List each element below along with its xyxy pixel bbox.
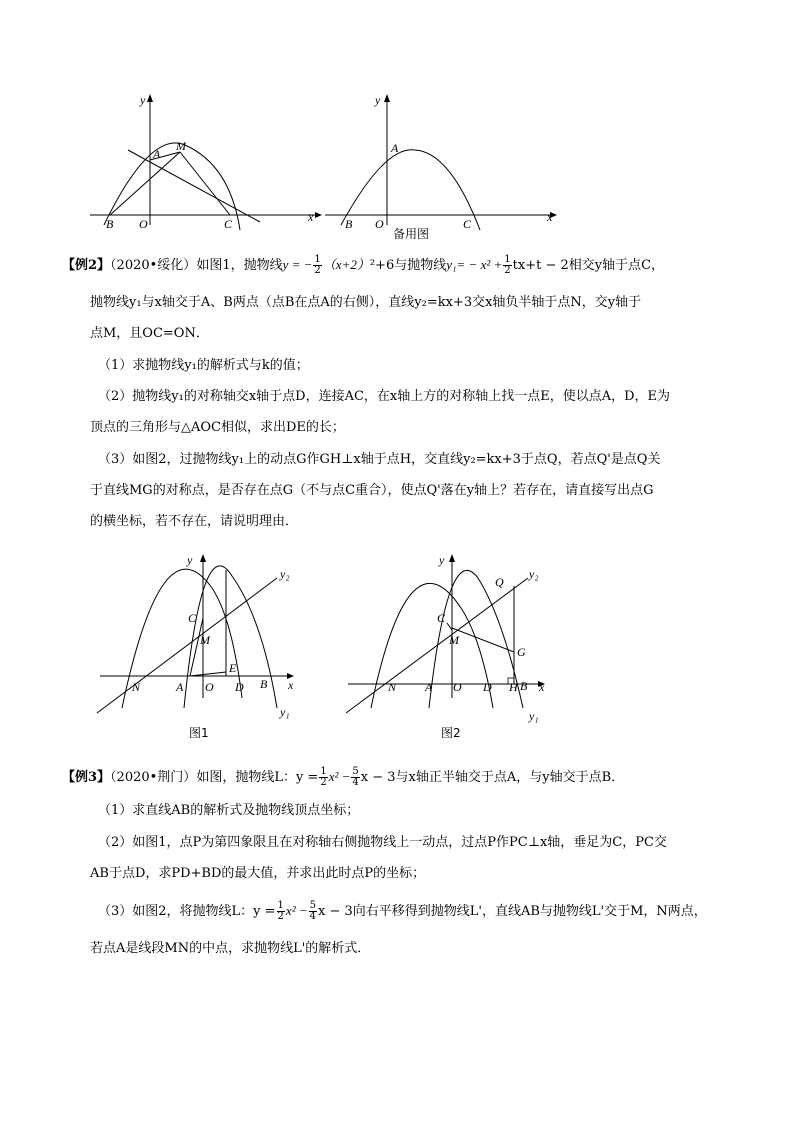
line-mc bbox=[180, 152, 230, 215]
label-o: O bbox=[375, 217, 384, 231]
ex2-q3c: 的横坐标，若不存在，请说明理由． bbox=[90, 514, 299, 529]
label-b: B bbox=[520, 679, 528, 693]
figure-1 bbox=[92, 548, 312, 743]
ex2-eq-tail: tx+t − 2相交y轴于点C， bbox=[512, 258, 665, 273]
ex3-q3-tail: x − 3向右平移得到抛物线L'，直线AB与抛物线L'交于M，N两点， bbox=[318, 904, 707, 919]
label-x: x bbox=[288, 678, 294, 692]
ex3-eq-x2: x² − bbox=[328, 769, 351, 784]
ex3-q3-frac-b: $\frac{5}{4}$ bbox=[309, 900, 316, 922]
ex3-line1 bbox=[62, 766, 624, 789]
caption-fig2: 图2 bbox=[441, 726, 461, 740]
top-figure-right bbox=[325, 90, 565, 240]
ex3-frac-a: $\frac{1}{2}$ bbox=[320, 766, 327, 788]
ex3-q1: （1）求直线AB的解析式及抛物线顶点坐标； bbox=[98, 803, 360, 818]
label-n: N bbox=[388, 680, 397, 694]
label-b: B bbox=[345, 217, 353, 231]
ex3-eq-tail: x − 3与x轴正半轴交于点A，与y轴交于点B． bbox=[360, 770, 625, 785]
label-y1: y₁ bbox=[280, 705, 290, 719]
label-x: x bbox=[547, 210, 553, 224]
segment-ac bbox=[190, 618, 203, 676]
label-o: O bbox=[453, 680, 462, 694]
label-b: B bbox=[106, 217, 114, 230]
ex2-q3b: 于直线MG的对称点，是否存在点G（不与点C重合），使点Q'落在y轴上？若存在，请直接写出点G bbox=[90, 483, 654, 498]
label-y: y bbox=[140, 93, 146, 107]
label-x: x bbox=[308, 210, 314, 224]
ex2-frac-2: $\frac{1}{2}$ bbox=[504, 254, 511, 276]
ex2-eq-y: y = − bbox=[282, 257, 313, 272]
label-y: y bbox=[187, 553, 193, 567]
x-axis-arrow bbox=[315, 212, 322, 218]
label-m: M bbox=[176, 139, 186, 153]
y-axis-arrow bbox=[200, 554, 206, 562]
segment-cm bbox=[447, 623, 452, 630]
label-y: y bbox=[439, 553, 445, 567]
label-g: G bbox=[517, 645, 526, 659]
ex3-q2a: （2）如图1，点P为第四象限且在对称轴右侧抛物线上一动点，过点P作PC⊥x轴，垂足为C，PC交 bbox=[98, 835, 667, 850]
ex3-q3-text: （3）如图2，将抛物线L：y = bbox=[98, 904, 276, 919]
label-y1: y₁ bbox=[529, 709, 539, 723]
ex3-q3-frac-a: $\frac{1}{2}$ bbox=[277, 900, 284, 922]
label-y: y bbox=[375, 93, 381, 107]
ex3-q2b: AB于点D，求PD+BD的最大值，并求出此时点P的坐标； bbox=[90, 866, 426, 881]
label-d: D bbox=[483, 680, 492, 694]
label-h: H bbox=[509, 680, 518, 694]
ex3-q3-x2: x² − bbox=[285, 903, 308, 918]
ex2-eq-rest: ²+6与抛物线 bbox=[369, 258, 447, 273]
ex3-q3 bbox=[98, 900, 707, 923]
ex2-eq-y1: y₁= − x² + bbox=[446, 257, 503, 272]
ex2-tag: 【例2】 bbox=[62, 258, 111, 273]
parabola bbox=[104, 143, 240, 230]
figure-2 bbox=[343, 548, 558, 743]
caption-fig1: 图1 bbox=[189, 726, 209, 740]
label-y2: y₂ bbox=[529, 567, 539, 581]
label-n: N bbox=[132, 680, 141, 694]
ex2-line3: 点M，且OC=ON． bbox=[90, 326, 209, 341]
ex2-q3a: （3）如图2，过抛物线y₁上的动点G作GH⊥x轴于点H，交直线y₂=kx+3于点Q，若点Q'是点Q关 bbox=[98, 452, 661, 467]
label-a: A bbox=[391, 141, 399, 155]
ex2-frac: $\frac{1}{2}$ bbox=[314, 254, 321, 276]
label-a: A bbox=[425, 680, 433, 694]
label-q: Q bbox=[495, 575, 504, 589]
label-e: E bbox=[229, 661, 237, 675]
line-through-a bbox=[128, 150, 260, 222]
label-o: O bbox=[205, 680, 214, 694]
line-y2 bbox=[97, 578, 277, 713]
ex3-frac-b: $\frac{5}{4}$ bbox=[352, 766, 359, 788]
ex2-q2b: 顶点的三角形与△AOC相似，求出DE的长； bbox=[90, 420, 345, 435]
label-m: M bbox=[449, 633, 459, 647]
label-c: C bbox=[224, 217, 233, 230]
label-a: A bbox=[176, 680, 184, 694]
label-c: C bbox=[463, 217, 472, 231]
ex2-eq-paren: （x+2） bbox=[322, 257, 370, 272]
y-axis-arrow bbox=[384, 94, 390, 102]
ex2-line2: 抛物线y₁与x轴交于A、B两点（点B在点A的右侧），直线y₂=kx+3交x轴负半轴于点N，交y轴于 bbox=[90, 295, 642, 310]
label-m: M bbox=[200, 633, 210, 647]
ex3-source: （2020•荆门） bbox=[110, 770, 197, 785]
label-d: D bbox=[235, 680, 244, 694]
label-c: C bbox=[188, 611, 197, 625]
label-x: x bbox=[539, 680, 545, 694]
line-bm bbox=[110, 152, 180, 215]
caption-backup: 备用图 bbox=[393, 227, 430, 240]
ex2-q2a: （2）抛物线y₁的对称轴交x轴于点D，连接AC，在x轴上方的对称轴上找一点E，使以点A，D，E为 bbox=[98, 389, 671, 404]
ex2-text: 如图1，抛物线 bbox=[196, 258, 283, 273]
ex2-line1 bbox=[62, 254, 664, 277]
label-b: B bbox=[260, 677, 268, 691]
segment-ae bbox=[190, 672, 226, 676]
parabola bbox=[341, 150, 480, 230]
ex2-source: （2020•绥化） bbox=[110, 258, 197, 273]
ex2-q1: （1）求抛物线y₁的解析式与k的值； bbox=[98, 358, 309, 373]
ex3-text: 如图，抛物线L：y = bbox=[196, 770, 319, 785]
label-o: O bbox=[139, 217, 148, 230]
label-a: A bbox=[153, 147, 161, 161]
ex3-tag: 【例3】 bbox=[62, 770, 111, 785]
label-c: C bbox=[437, 611, 446, 625]
line-y2 bbox=[346, 578, 528, 713]
y-axis-arrow bbox=[147, 94, 153, 102]
y-axis-arrow bbox=[449, 554, 455, 562]
label-y2: y₂ bbox=[280, 567, 290, 581]
ex3-q3d: 若点A是线段MN的中点，求抛物线L'的解析式． bbox=[90, 941, 371, 956]
top-figure-left bbox=[90, 90, 330, 230]
